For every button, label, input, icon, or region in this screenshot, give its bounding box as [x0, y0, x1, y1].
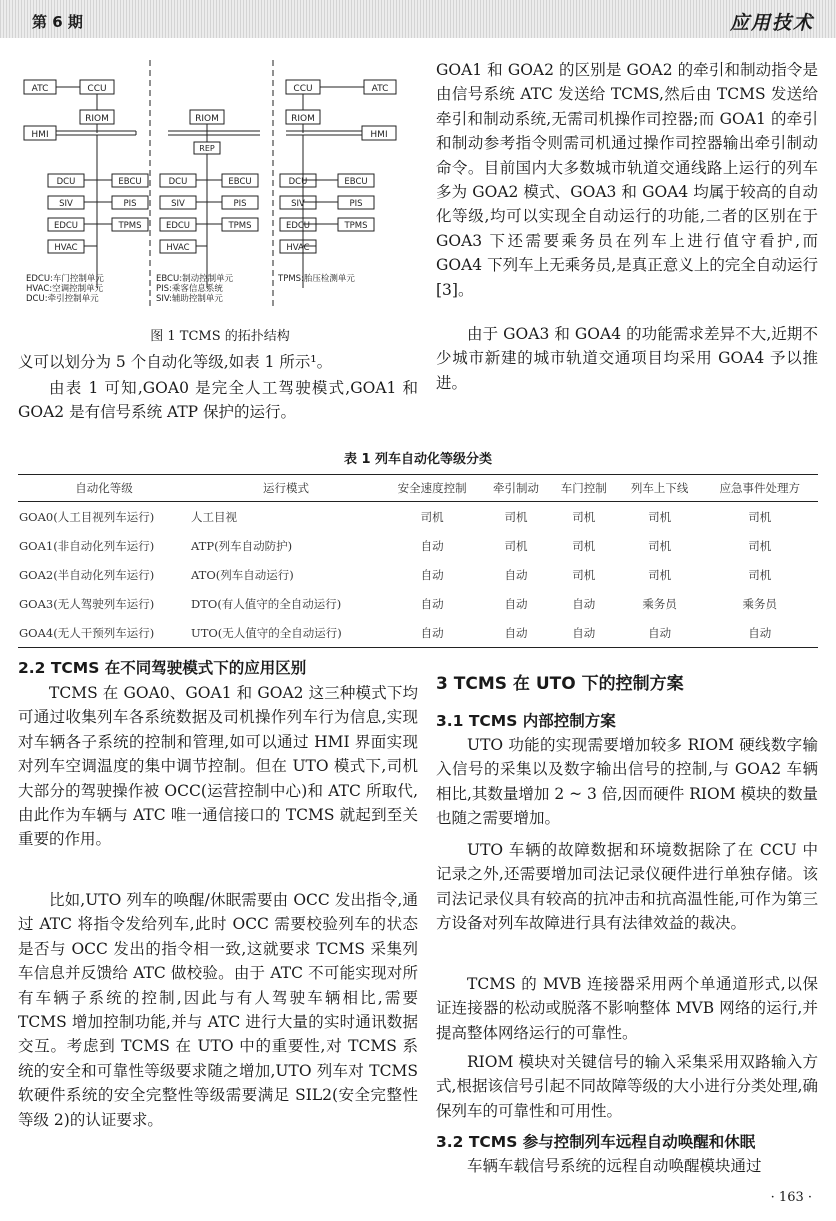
- th-line: 列车上下线: [618, 475, 702, 502]
- right-bottom-p3: TCMS 的 MVB 连接器采用两个单通道形式,以保证连接器的松动或脱落不影响整体 MVB 网络的运行,并提高整体网络运行的可靠性。: [436, 975, 818, 1042]
- table-cell: 自动: [382, 618, 482, 648]
- unit-label: HVAC: [166, 243, 190, 253]
- table-cell: 司机: [648, 509, 672, 524]
- table-cell: GOA2(半自动化列车运行): [19, 567, 155, 582]
- table-cell: 乘务员: [742, 596, 778, 611]
- issue-label: 第 6 期: [32, 13, 83, 31]
- table-cell: 自动: [482, 618, 550, 648]
- unit-label: TPMS: [228, 221, 252, 231]
- left-bottom-p2: 比如,UTO 列车的唤醒/休眠需要由 OCC 发出指令,通过 ATC 将指令发给列车,此时 OCC 需要校验列车的状态是否与 OCC 发出的指令相一致,这就要求 TCMS 采集列车信息并反馈给 ATC 做校验。由于 ATC 不可能实现对所有车辆子系统的控制,因此与有人驾驶车辆相比,需要 TCMS 增加控制功能,并与 ATC 进行大量的实时通讯数据交互。考虑到 TCMS 在 UTO 中的重要性,对 TCMS 系统的安全和可靠性等级要求随之增加,UTO 列车对 TCMS 软硬件系统的安全完整性等级需要满足 SIL2(安全完整性等级 2)的认证要求。: [18, 891, 418, 1129]
- right-top-p1: GOA1 和 GOA2 的区别是 GOA2 的牵引和制动指令是由信号系统 ATC 发送给 TCMS,然后由 TCMS 发送给牵引和制动系统,无需司机操作司控器;而 GOA1 的牵引和制动参考指令则需司机通过操作司控器输出牵引制动命令。目前国内大多数城市轨道交通线路上运行的列车多为 GOA2 模式、GOA3 和 GOA4 均属于较高的自动化等级,均可以实现全自动运行的功能,二者的区别在于 GOA3 下还需要乘务员在列车上进行值守看护,而 GOA4 下列车上无乘务员,是真正意义上的完全自动运行[3]。: [436, 61, 818, 299]
- table-cell: ATO(列车自动运行): [191, 567, 294, 582]
- topology-figure: [18, 48, 418, 348]
- table-cell: GOA0(人工目视列车运行): [19, 509, 155, 524]
- table-cell: 司机: [748, 538, 772, 553]
- table-cell: 司机: [504, 538, 528, 553]
- th-level: 自动化等级: [18, 475, 190, 502]
- table-cell: UTO(无人值守的全自动运行): [190, 618, 382, 648]
- unit-label: DCU: [168, 177, 188, 187]
- unit-label: EDCU: [53, 221, 79, 231]
- table-row: [18, 502, 818, 532]
- table-cell: 司机: [572, 538, 596, 553]
- section-3-2-heading: 3.2 TCMS 参与控制列车远程自动唤醒和休眠: [436, 1133, 756, 1151]
- unit-label: HVAC: [286, 243, 310, 253]
- table-cell: 自动: [420, 596, 444, 611]
- table-cell: 司机: [748, 567, 772, 582]
- right-bottom-p2: UTO 车辆的故障数据和环境数据除了在 CCU 中记录之外,还需要增加司法记录仪硬件进行单独存储。该司法记录仪具有较高的抗冲击和抗高温性能,可作为第三方设备对列车故障进行具有法律效益的裁决。: [436, 841, 818, 933]
- right-top-p2: 由于 GOA3 和 GOA4 的功能需求差异不大,近期不少城市新建的城市轨道交通项目均采用 GOA4 予以推进。: [436, 325, 818, 392]
- table-cell: 自动: [572, 596, 596, 611]
- riom-right-block: RIOM: [291, 114, 315, 124]
- unit-label: EBCU: [118, 177, 142, 187]
- th-mode: 运行模式: [190, 475, 382, 502]
- table-cell: 司机: [420, 509, 444, 524]
- th-emergency: 应急事件处理方: [702, 475, 818, 502]
- right-bottom-p4: RIOM 模块对关键信号的输入采集采用双路输入方式,根据该信号引起不同故障等级的大小进行分类处理,确保列车的可靠性和可用性。: [436, 1053, 818, 1120]
- atc-right-block: ATC: [371, 84, 389, 94]
- left-bottom-p1: TCMS 在 GOA0、GOA1 和 GOA2 这三种模式下均可通过收集列车各系统数据及司机操作列车行为信息,实现对车辆各子系统的控制和管理,如可以通过 HMI 界面实现对列车空调温度的集中调节控制。但在 UTO 模式下,司机大部分的驾驶操作被 OCC(运营控制中心)和 ATC 所取代,由此作为车辆与 ATC 唯一通信接口的 TCMS 就起到至关重要的作用。: [18, 684, 418, 849]
- unit-label: TPMS: [118, 221, 142, 231]
- topology-diagram: [18, 48, 418, 318]
- hmi-right-block: HMI: [370, 130, 388, 140]
- legend-c2-2: SIV:辅助控制单元: [156, 294, 223, 304]
- journal-brand: 应用技术: [729, 12, 814, 34]
- th-speed: 安全速度控制: [382, 475, 482, 502]
- table-cell: 司机: [504, 509, 528, 524]
- riom-mid-block: RIOM: [195, 114, 219, 124]
- table-cell: 自动: [420, 538, 444, 553]
- table-cell: 自动: [618, 618, 702, 648]
- ccu-left-block: CCU: [87, 84, 107, 94]
- table-row: [18, 531, 818, 560]
- unit-label: SIV: [171, 199, 185, 209]
- table-cell: GOA4(无人干预列车运行): [18, 618, 190, 648]
- unit-label: PIS: [233, 199, 247, 209]
- unit-label: HVAC: [54, 243, 78, 253]
- unit-label: EDCU: [285, 221, 311, 231]
- table-cell: 自动: [550, 618, 618, 648]
- figure-caption: 图 1 TCMS 的拓扑结构: [150, 329, 290, 344]
- table-cell: 自动: [420, 567, 444, 582]
- table-cell: DTO(有人值守的全自动运行): [191, 596, 342, 611]
- section-3-1-heading: 3.1 TCMS 内部控制方案: [436, 712, 616, 730]
- unit-label: EDCU: [165, 221, 191, 231]
- legend-c1-1: HVAC:空调控制单元: [26, 284, 104, 294]
- unit-label: DCU: [56, 177, 76, 187]
- table-cell: ATP(列车自动防护): [191, 538, 293, 553]
- table-cell: 司机: [748, 509, 772, 524]
- table-row: [18, 589, 818, 618]
- unit-label: SIV: [59, 199, 73, 209]
- table-cell: GOA1(非自动化列车运行): [19, 538, 155, 553]
- table-header-row: [18, 475, 818, 502]
- unit-label: PIS: [123, 199, 137, 209]
- automation-level-table: [18, 474, 818, 648]
- table-row: [18, 560, 818, 589]
- table-cell: 司机: [572, 509, 596, 524]
- riom-left-block: RIOM: [85, 114, 109, 124]
- th-door: 车门控制: [550, 475, 618, 502]
- hmi-left-block: HMI: [31, 130, 49, 140]
- unit-label: SIV: [291, 199, 305, 209]
- atc-left-block: ATC: [31, 84, 49, 94]
- section-3-heading: 3 TCMS 在 UTO 下的控制方案: [436, 674, 684, 694]
- table-title: 表 1 列车自动化等级分类: [343, 452, 493, 467]
- table-cell: GOA3(无人驾驶列车运行): [19, 596, 155, 611]
- table-cell: 司机: [648, 567, 672, 582]
- table-cell: 自动: [702, 618, 818, 648]
- legend-c2-0: EBCU:制动控制单元: [156, 274, 234, 284]
- table-cell: 人工目视: [191, 509, 237, 524]
- legend-c1-0: EDCU:车门控制单元: [26, 274, 104, 284]
- left-top-p1: 义可以划分为 5 个自动化等级,如表 1 所示¹。: [18, 353, 333, 371]
- page-header: [0, 0, 836, 38]
- table-cell: 司机: [648, 538, 672, 553]
- unit-label: DCU: [288, 177, 308, 187]
- legend-c2-1: PIS:乘客信息系统: [156, 284, 223, 294]
- table-cell: 自动: [504, 596, 528, 611]
- unit-label: EBCU: [228, 177, 252, 187]
- table-row: [18, 618, 818, 648]
- left-top-p2: 由表 1 可知,GOA0 是完全人工驾驶模式,GOA1 和 GOA2 是有信号系统 ATP 保护的运行。: [18, 379, 418, 422]
- legend-c1-2: DCU:牵引控制单元: [26, 294, 99, 304]
- legend-c3-0: TPMS:胎压检测单元: [278, 274, 355, 284]
- table-cell: 自动: [504, 567, 528, 582]
- ccu-right-block: CCU: [293, 84, 313, 94]
- unit-label: PIS: [349, 199, 363, 209]
- right-bottom-p1: UTO 功能的实现需要增加较多 RIOM 硬线数字输入信号的采集以及数字输出信号的控制,与 GOA2 车辆相比,其数量增加 2 ~ 3 倍,因而硬件 RIOM 模块的数量也随之需要增加。: [436, 736, 818, 828]
- right-bottom-p5: 车辆车载信号系统的远程自动唤醒模块通过: [467, 1157, 762, 1175]
- rep-block: REP: [199, 144, 215, 153]
- table-cell: 司机: [572, 567, 596, 582]
- section-2-2-heading: 2.2 TCMS 在不同驾驶模式下的应用区别: [18, 659, 307, 677]
- page-number: · 163 ·: [770, 1190, 812, 1205]
- unit-label: EBCU: [344, 177, 368, 187]
- th-traction: 牵引制动: [482, 475, 550, 502]
- unit-label: TPMS: [344, 221, 368, 231]
- table-cell: 乘务员: [642, 596, 677, 611]
